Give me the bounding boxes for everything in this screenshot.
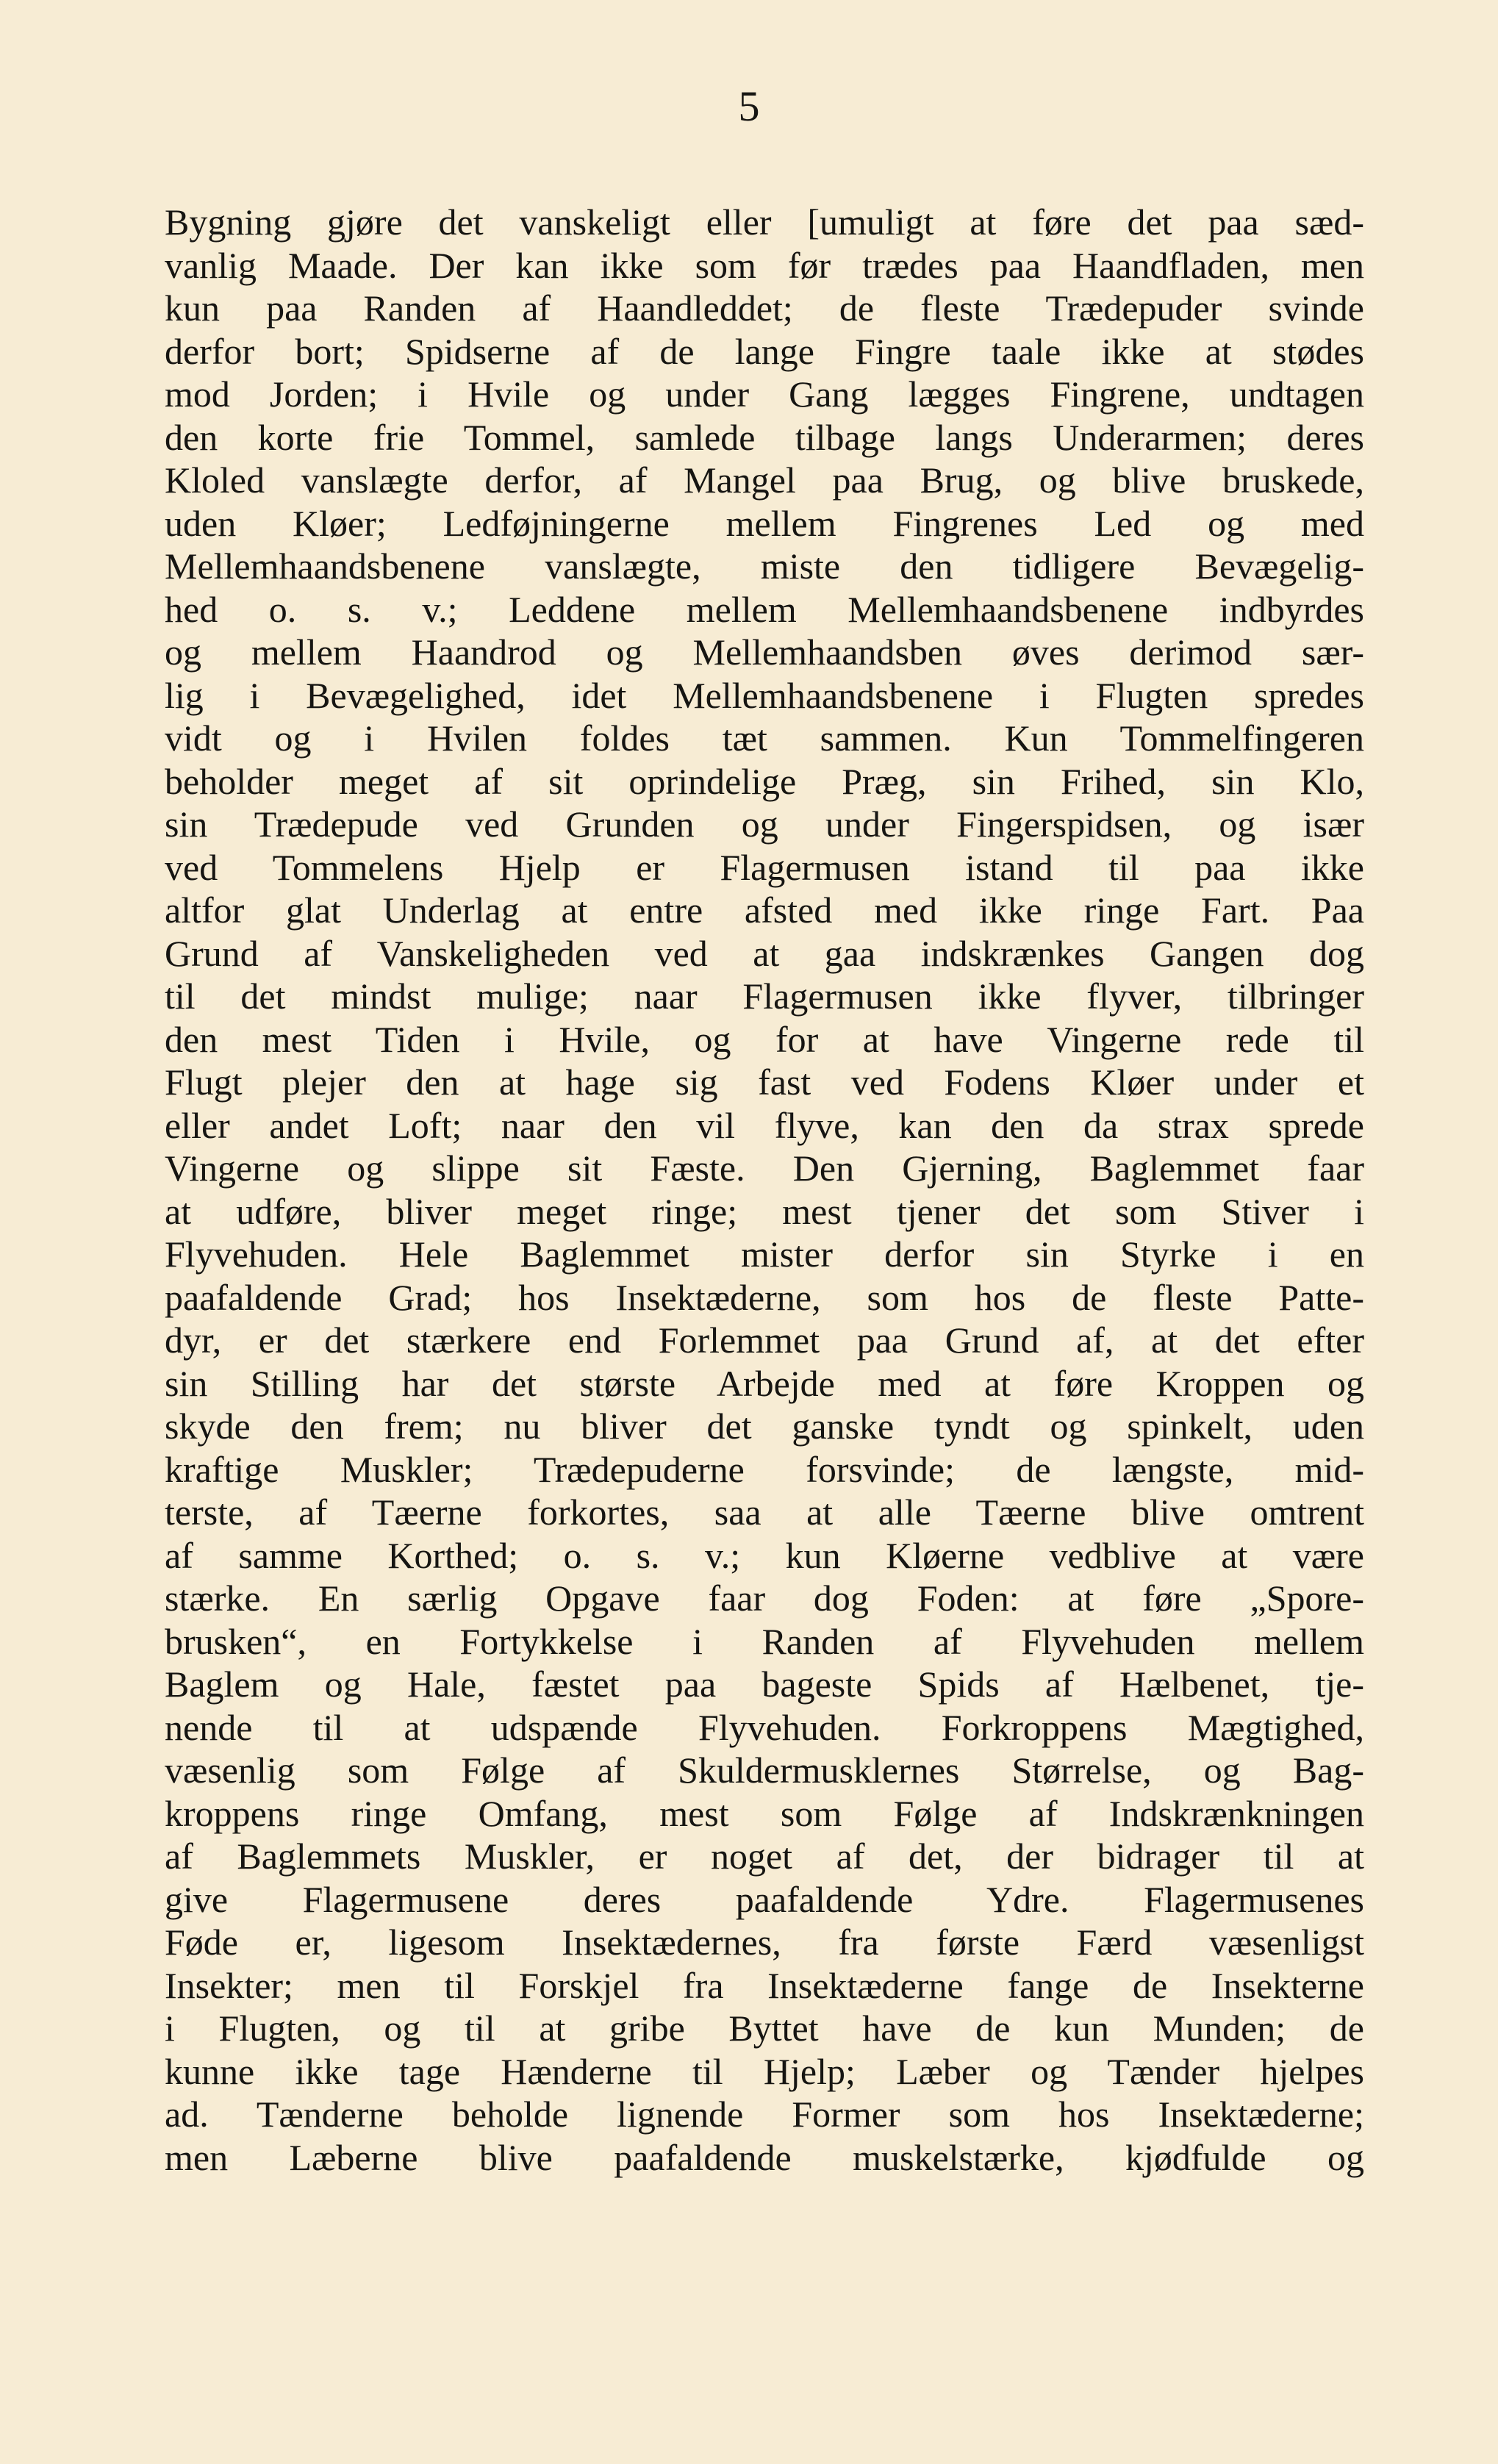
text-line: Flugt plejer den at hage sig fast ved Fodens Kløer under et bbox=[165, 1061, 1364, 1103]
text-line: give Flagermusene deres paafaldende Ydre. Flagermusenes bbox=[165, 1878, 1364, 1920]
text-line: stærke. En særlig Opgave faar dog Foden: at føre „Spore- bbox=[165, 1577, 1364, 1619]
text-line: ad. Tænderne beholde lignende Former som hos Insektæderne; bbox=[165, 2094, 1364, 2135]
text-line: den mest Tiden i Hvile, og for at have Vingerne rede til bbox=[165, 1018, 1364, 1060]
text-line: sin Trædepude ved Grunden og under Fingerspidsen, og især bbox=[165, 803, 1364, 845]
text-line: kun paa Randen af Haandleddet; de fleste Trædepuder svinde bbox=[165, 287, 1364, 329]
text-line: terste, af Tæerne forkortes, saa at alle Tæerne blive omtrent bbox=[165, 1491, 1364, 1533]
text-line: mod Jorden; i Hvile og under Gang lægges Fingrene, undtagen bbox=[165, 373, 1364, 415]
text-line: hed o. s. v.; Leddene mellem Mellemhaandsbenene indbyrdes bbox=[165, 588, 1364, 630]
text-line: Mellemhaandsbenene vanslægte, miste den tidligere Bevægelig- bbox=[165, 545, 1364, 587]
text-line: dyr, er det stærkere end Forlemmet paa Grund af, at det efter bbox=[165, 1319, 1364, 1361]
text-line: skyde den frem; nu bliver det ganske tyndt og spinkelt, uden bbox=[165, 1405, 1364, 1447]
text-line: i Flugten, og til at gribe Byttet have de kun Munden; de bbox=[165, 2008, 1364, 2049]
text-line: paafaldende Grad; hos Insektæderne, som hos de fleste Patte- bbox=[165, 1276, 1364, 1318]
page-number: 5 bbox=[738, 82, 760, 130]
text-line: men Læberne blive paafaldende muskelstærke, kjødfulde og bbox=[165, 2136, 1364, 2178]
text-line: Bygning gjøre det vanskeligt eller [umuligt at føre det paa sæd- bbox=[165, 201, 1364, 243]
text-line: væsenlig som Følge af Skuldermusklernes Størrelse, og Bag- bbox=[165, 1749, 1364, 1791]
body-text bbox=[165, 201, 1364, 2179]
text-line: Kloled vanslægte derfor, af Mangel paa Brug, og blive bruskede, bbox=[165, 459, 1364, 501]
text-line: af Baglemmets Muskler, er noget af det, der bidrager til at bbox=[165, 1836, 1364, 1877]
text-line: af samme Korthed; o. s. v.; kun Kløerne vedblive at være bbox=[165, 1534, 1364, 1576]
text-line: brusken“, en Fortykkelse i Randen af Flyvehuden mellem bbox=[165, 1620, 1364, 1662]
text-line: den korte frie Tommel, samlede tilbage langs Underarmen; deres bbox=[165, 416, 1364, 458]
text-line: kroppens ringe Omfang, mest som Følge af Indskrænkningen bbox=[165, 1792, 1364, 1834]
text-line: og mellem Haandrod og Mellemhaandsben øves derimod sær- bbox=[165, 631, 1364, 673]
text-line: vidt og i Hvilen foldes tæt sammen. Kun Tommelfingeren bbox=[165, 717, 1364, 759]
text-line: derfor bort; Spidserne af de lange Fingre taale ikke at stødes bbox=[165, 330, 1364, 372]
text-line: Vingerne og slippe sit Fæste. Den Gjerning, Baglemmet faar bbox=[165, 1147, 1364, 1189]
text-line: vanlig Maade. Der kan ikke som før trædes paa Haandfladen, men bbox=[165, 244, 1364, 286]
text-line: Insekter; men til Forskjel fra Insektæderne fange de Insekterne bbox=[165, 1964, 1364, 2006]
text-line: kunne ikke tage Hænderne til Hjelp; Læber og Tænder hjelpes bbox=[165, 2050, 1364, 2092]
text-line: eller andet Loft; naar den vil flyve, kan den da strax sprede bbox=[165, 1104, 1364, 1146]
text-line: lig i Bevægelighed, idet Mellemhaandsbenene i Flugten spredes bbox=[165, 674, 1364, 716]
text-line: at udføre, bliver meget ringe; mest tjener det som Stiver i bbox=[165, 1190, 1364, 1232]
text-line: sin Stilling har det største Arbejde med at føre Kroppen og bbox=[165, 1362, 1364, 1404]
text-line: Føde er, ligesom Insektædernes, fra første Færd væsenligst bbox=[165, 1922, 1364, 1963]
text-line: til det mindst mulige; naar Flagermusen ikke flyver, tilbringer bbox=[165, 975, 1364, 1017]
text-line: Grund af Vanskeligheden ved at gaa indskrænkes Gangen dog bbox=[165, 932, 1364, 974]
text-line: nende til at udspænde Flyvehuden. Forkroppens Mægtighed, bbox=[165, 1706, 1364, 1748]
text-line: ved Tommelens Hjelp er Flagermusen istand til paa ikke bbox=[165, 846, 1364, 888]
text-line: Baglem og Hale, fæstet paa bageste Spids af Hælbenet, tje- bbox=[165, 1663, 1364, 1705]
text-line: kraftige Muskler; Trædepuderne forsvinde; de længste, mid- bbox=[165, 1448, 1364, 1490]
text-line: Flyvehuden. Hele Baglemmet mister derfor sin Styrke i en bbox=[165, 1233, 1364, 1275]
text-line: uden Kløer; Ledføjningerne mellem Fingrenes Led og med bbox=[165, 502, 1364, 544]
text-line: altfor glat Underlag at entre afsted med ikke ringe Fart. Paa bbox=[165, 889, 1364, 931]
text-line: beholder meget af sit oprindelige Præg, sin Frihed, sin Klo, bbox=[165, 760, 1364, 802]
